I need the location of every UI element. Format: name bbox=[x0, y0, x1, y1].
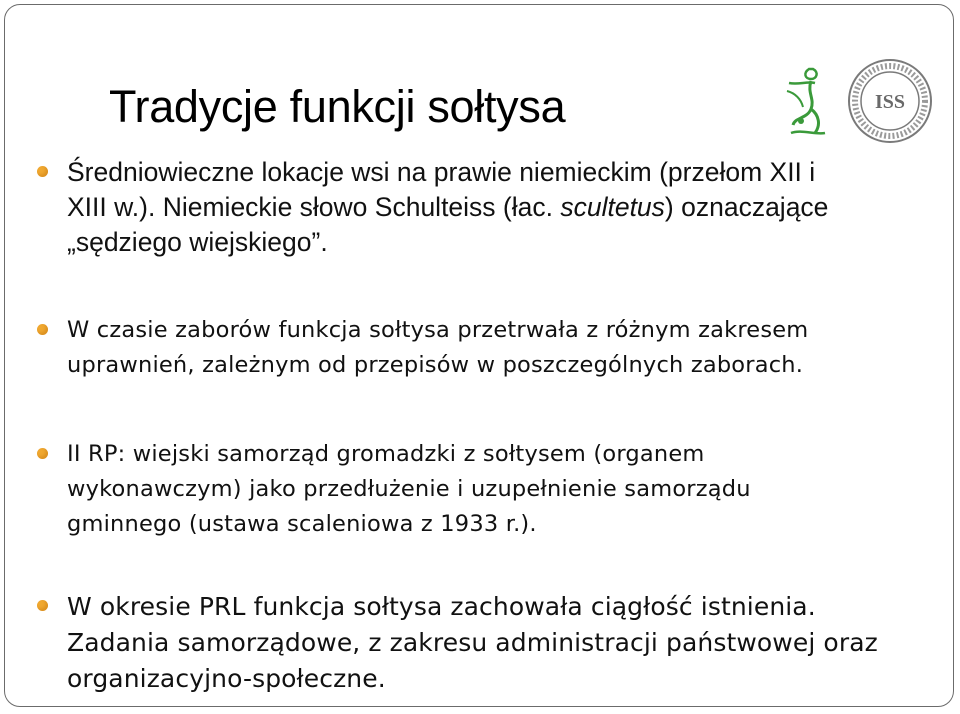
bullet-text bbox=[67, 155, 947, 260]
bullet-line: W czasie zaborów funkcja sołtysa przetrwała z różnym zakresem bbox=[67, 317, 809, 343]
slide-title: Tradycje funkcji sołtysa bbox=[109, 81, 566, 132]
bullet-icon bbox=[37, 600, 48, 611]
iss-logo-text: ISS bbox=[874, 91, 906, 113]
bullet-text bbox=[67, 437, 947, 542]
bullet-line: uprawnień, zależnym od przepisów w poszczególnych zaborach. bbox=[67, 352, 804, 378]
bullet-icon bbox=[37, 324, 48, 335]
bullet-icon bbox=[37, 448, 48, 459]
figure-logo-icon bbox=[781, 63, 833, 139]
bullet-line: wykonawczym) jako przedłużenie i uzupełnienie samorządu bbox=[67, 476, 751, 502]
bullet-line: II RP: wiejski samorząd gromadzki z sołtysem (organem bbox=[67, 441, 705, 467]
bullet-icon bbox=[37, 166, 48, 177]
bullet-line bbox=[67, 190, 947, 225]
bullet-line: Zadania samorządowe, z zakresu administracji państwowej oraz bbox=[67, 628, 878, 657]
bullet-text bbox=[67, 313, 947, 383]
bullet-line: „sędziego wiejskiego”. bbox=[67, 227, 328, 257]
bullet-line: Średniowieczne lokacje wsi na prawie niemieckim (przełom XII i bbox=[67, 157, 816, 187]
bullet-line: gminnego (ustawa scaleniowa z 1933 r.). bbox=[67, 511, 537, 537]
slide-frame bbox=[4, 4, 954, 707]
iss-seal-logo bbox=[847, 58, 933, 144]
text-run: XIII w.). Niemieckie słowo Schulteiss (łac. bbox=[67, 192, 561, 222]
text-run: ) oznaczające bbox=[664, 192, 829, 222]
bullet-line: W okresie PRL funkcja sołtysa zachowała ciągłość istnienia. bbox=[67, 592, 816, 621]
latin-term: scultetus bbox=[560, 192, 665, 222]
bullet-line: organizacyjno-społeczne. bbox=[67, 664, 386, 693]
bullet-text bbox=[67, 589, 947, 697]
